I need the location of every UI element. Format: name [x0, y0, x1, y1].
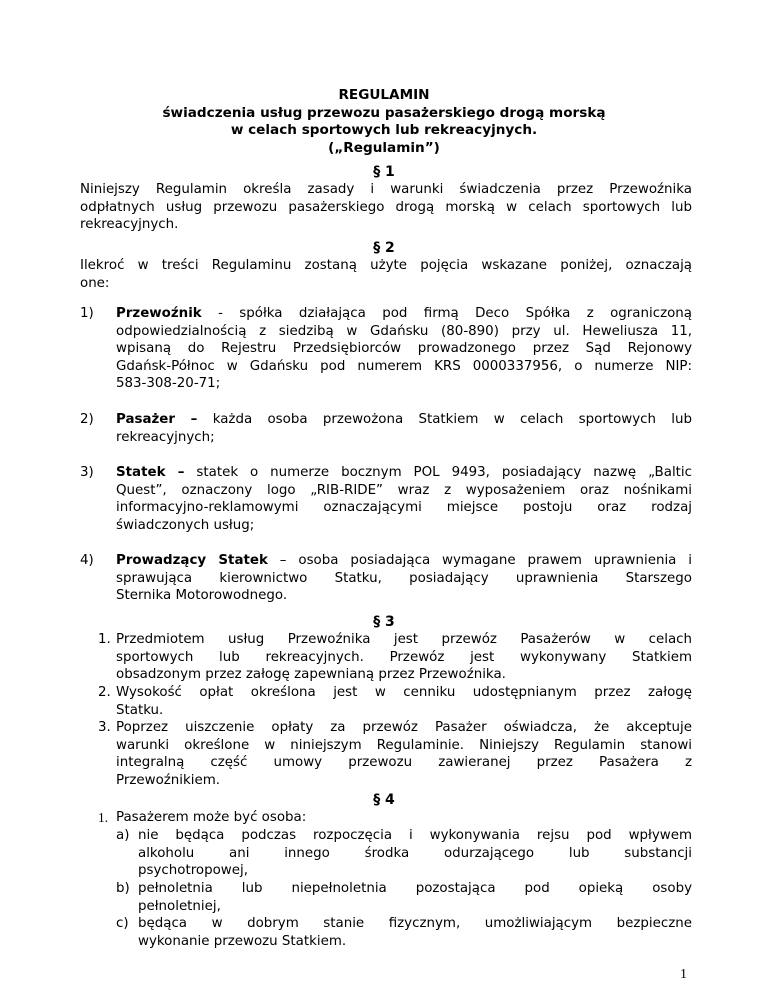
defined-term: Prowadzący Statek: [116, 553, 268, 568]
text-line: wykonanie przewozu Statkiem.: [138, 933, 347, 949]
section-1-heading: § 1: [373, 164, 395, 180]
section-1-text: [80, 181, 692, 234]
text-line: Poprzez uiszczenie opłaty za przewóz Pasażer oświadcza, że akceptuje: [116, 720, 692, 735]
section-3-heading: § 3: [373, 614, 395, 630]
text-line: Ilekroć w treści Regulaminu zostaną użyte pojęcia wskazane poniżej, oznaczają: [80, 258, 692, 273]
section-2-heading: § 2: [373, 240, 395, 256]
sub-letter: c): [116, 916, 129, 931]
text-line: Przedmiotem usług Przewoźnika jest przewóz Pasażerów w celach: [116, 632, 692, 647]
defined-term: Pasażer –: [116, 412, 198, 427]
text-line: rekreacyjnych;: [116, 429, 215, 445]
text-line: odpowiedzialnością z siedzibą w Gdańsku (80-890) przy ul. Heweliusza 11,: [116, 323, 692, 339]
text-line: informacyjno-reklamowymi oznaczającymi miejsce postoju oraz rodzaj: [116, 500, 692, 516]
sub-letter: b): [116, 881, 130, 896]
text-line: 583-308-20-71;: [116, 376, 221, 392]
text-line: nie będąca podczas rozpoczęcia i wykonywania rejsu pod wpływem: [138, 828, 692, 843]
text-line: Quest”, oznaczony logo „RIB-RIDE” wraz z wyposażeniem oraz nośnikami: [116, 482, 692, 498]
text-line: Pasażerem może być osoba:: [116, 810, 307, 825]
sub-body: [138, 915, 692, 950]
text-line: pełnoletniej,: [138, 898, 221, 914]
page-number: 1: [680, 967, 687, 982]
item-body: [116, 684, 692, 719]
section-4-heading: § 4: [373, 792, 395, 808]
defined-term: Statek –: [116, 465, 185, 480]
item-body: [116, 305, 692, 393]
item-body: [116, 464, 692, 534]
document-title: [0, 87, 768, 157]
item-number: 2.: [98, 685, 111, 700]
sub-letter: a): [116, 828, 130, 843]
item-body: [116, 809, 692, 827]
term-definition: statek o numerze bocznym POL 9493, posiadający nazwę „Baltic: [184, 465, 693, 480]
text-line: alkoholu ani innego środka odurzającego lub substancji: [138, 845, 692, 861]
text-line: warunki określone w niniejszym Regulaminie. Niniejszy Regulamin stanowi: [116, 737, 692, 753]
text-line: sprawująca kierownictwo Statku, posiadający uprawnienia Starszego: [116, 570, 692, 586]
defined-term: Przewoźnik: [116, 306, 202, 321]
title-line-4: („Regulamin”): [328, 139, 440, 156]
sub-body: [138, 827, 692, 880]
text-line: [116, 552, 692, 570]
item-body: [116, 631, 692, 684]
text-line: świadczonych usług;: [116, 517, 255, 533]
item-number: 1.: [98, 632, 111, 647]
text-line: sportowych lub rekreacyjnych. Przewóz jest wykonywany Statkiem: [116, 649, 692, 665]
item-number: 3): [80, 465, 94, 480]
title-line-2: świadczenia usług przewozu pasażerskiego drogą morską: [162, 104, 606, 121]
item-body: [116, 552, 692, 605]
section-2-intro: [80, 257, 692, 292]
text-line: integralną część umowy przewozu zawieranej przez Pasażera z: [116, 755, 692, 771]
text-line: Wysokość opłat określona jest w cenniku udostępnianym przez załogę: [116, 685, 692, 700]
term-definition: każda osoba przewożona Statkiem w celach sportowych lub: [197, 412, 693, 427]
text-line: [116, 411, 692, 429]
text-line: Przewoźnikiem.: [116, 772, 221, 788]
term-definition: – osoba posiadająca wymagane prawem uprawnienia i: [267, 553, 692, 568]
sub-body: [138, 880, 692, 915]
text-line: [116, 305, 692, 323]
item-number: 1.: [98, 810, 109, 825]
title-line-3: w celach sportowych lub rekreacyjnych.: [230, 122, 538, 139]
item-number: 1): [80, 306, 94, 321]
text-line: [116, 464, 692, 482]
item-number: 3.: [98, 720, 111, 735]
text-line: obsadzonym przez załogę zapewnianą przez Przewoźnika.: [116, 667, 506, 683]
text-line: wpisaną do Rejestru Przedsiębiorców prowadzonego przez Sąd Rejonowy: [116, 341, 692, 357]
text-line: Gdańsk-Północ w Gdańsku pod numerem KRS 0000337956, o numerze NIP:: [116, 358, 692, 374]
text-line: rekreacyjnych.: [80, 217, 179, 233]
text-line: psychotropowej,: [138, 863, 248, 879]
text-line: Niniejszy Regulamin określa zasady i warunki świadczenia przez Przewoźnika: [80, 182, 692, 197]
text-line: one:: [80, 275, 110, 291]
text-line: Sternika Motorowodnego.: [116, 588, 288, 604]
item-body: [116, 719, 692, 789]
text-line: odpłatnych usług przewozu pasażerskiego drogą morską w celach sportowych lub: [80, 199, 692, 215]
item-number: 4): [80, 553, 94, 568]
text-line: pełnoletnia lub niepełnoletnia pozostająca pod opieką osoby: [138, 881, 692, 896]
term-definition: - spółka działająca pod firmą Deco Spółka z ograniczoną: [201, 306, 692, 321]
text-line: Statku.: [116, 702, 164, 718]
item-body: [116, 411, 692, 446]
title-line-1: REGULAMIN: [338, 87, 430, 103]
item-number: 2): [80, 412, 94, 427]
text-line: będąca w dobrym stanie fizycznym, umożliwiającym bezpieczne: [138, 916, 692, 931]
